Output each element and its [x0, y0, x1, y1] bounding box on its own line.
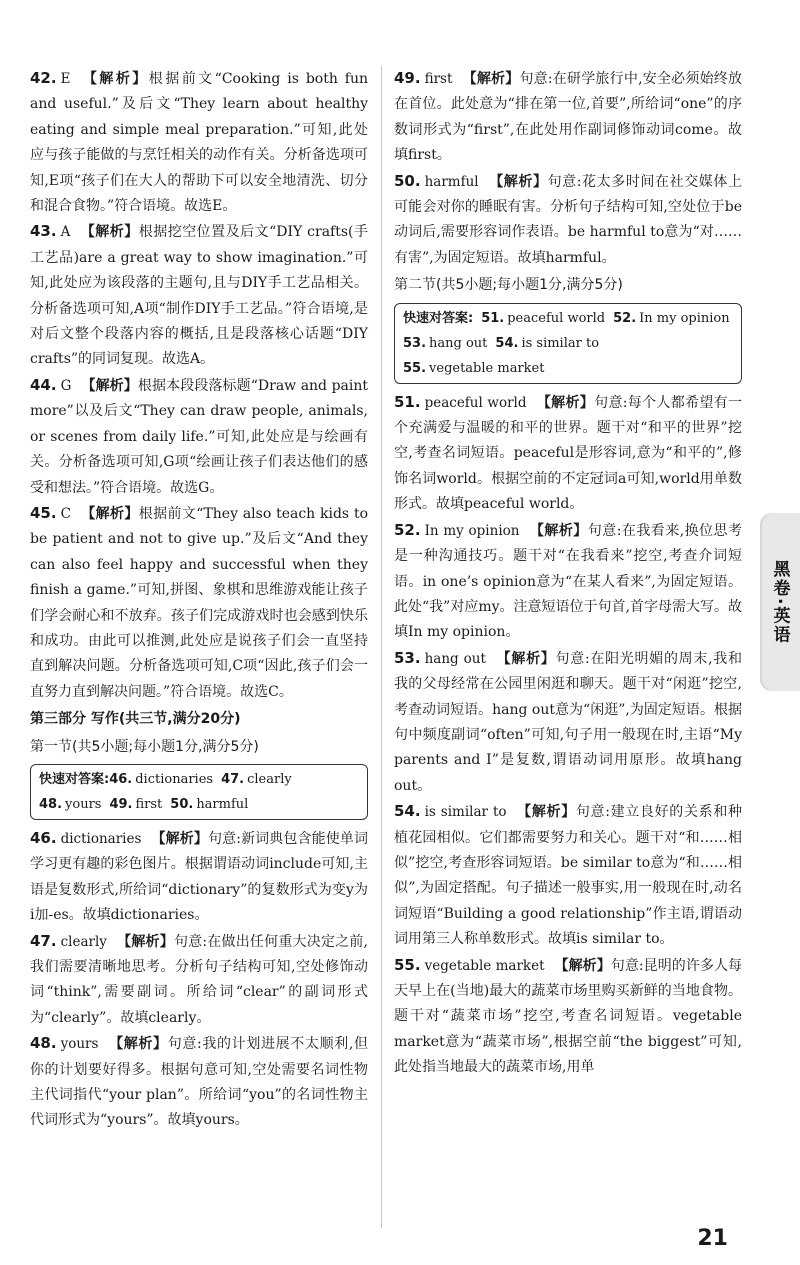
- quick-answer-number: 46.: [109, 771, 133, 787]
- answer-item: [394, 646, 742, 799]
- item-answer: dictionaries: [60, 830, 142, 847]
- answer-item: [394, 66, 742, 169]
- analysis-tag: 【解析】: [462, 71, 520, 87]
- item-answer: harmful: [424, 173, 479, 190]
- item-explanation: 【解析】句意:在研学旅行中,安全必须始终放在首位。此处意为“排在第一位,首要”,所给词“one”的序数词形式为“first”,在此处用作副词修饰动词come。故填first。: [394, 71, 743, 164]
- analysis-tag: 【解析】: [529, 522, 588, 539]
- quick-answer-number: 50.: [170, 796, 194, 812]
- quick-answer-box: [30, 764, 368, 820]
- quick-answer-number: 53.: [403, 335, 427, 351]
- item-answer: E: [60, 71, 71, 87]
- answer-item: [394, 518, 742, 646]
- quick-answer-number: 49.: [109, 796, 133, 812]
- item-number: 47.: [30, 931, 57, 950]
- item-number: 48.: [30, 1034, 57, 1053]
- item-answer: is similar to: [424, 804, 507, 821]
- quick-answer-value: dictionaries: [135, 771, 214, 787]
- item-explanation: 【解析】根据挖空位置及后文“DIY crafts(手工艺品)are a great way to show imagination.”可知,此处应为该段落的主题句,且与DIY手工艺品相关。分析备选项可知,A项“制作DIY手工艺品。”符合语境,是对后文整个段落内容的概括,且是段落核心话题“DIY crafts”的同词复现。故选A。: [30, 224, 368, 368]
- quick-answer-value: hang out: [429, 335, 488, 351]
- item-explanation: 【解析】句意:昆明的许多人每天早上在(当地)最大的蔬菜市场里购买新鲜的当地食物。题干对“蔬菜市场”挖空,考查名词短语。vegetable market意为“蔬菜市场”,根据空前“the biggest”可知,此处指当地最大的蔬菜市场,用单: [394, 957, 743, 1076]
- item-answer: A: [60, 224, 71, 241]
- answer-item: [394, 799, 742, 952]
- answer-item: [394, 390, 742, 518]
- item-explanation: 【解析】句意:在做出任何重大决定之前,我们需要清晰地思考。分析句子结构可知,空处修饰动词“think”,需要副词。所给词“clear”的副词形式为“clearly”。故填clearly。: [30, 933, 369, 1026]
- item-answer: yours: [60, 1036, 99, 1053]
- item-number: 51.: [394, 392, 421, 411]
- answer-item: [394, 169, 742, 272]
- answer-item: [30, 501, 368, 705]
- item-answer: G: [60, 377, 72, 394]
- item-explanation: 【解析】根据前文“They also teach kids to be patient and not to give up.”及后文“And they can also feel happy and successful when they finish a game.”可知,拼图、象棋和思维游戏能让孩子们学会耐心和不放弃。孩子们完成游戏时也会感到快乐和成功。由此可以推测,此处应是说孩子们会一直坚持直到解决问题。分析备选项可知,C项“因此,孩子们会一直努力直到解决问题。”符合语境。故选C。: [30, 505, 368, 700]
- item-number: 55.: [394, 955, 421, 974]
- page-number: 21: [697, 1226, 728, 1251]
- quick-answer-value: peaceful world: [507, 310, 606, 326]
- quick-answer-value: is similar to: [521, 335, 600, 351]
- analysis-tag: 【解析】: [151, 830, 208, 847]
- right-column: [394, 66, 742, 1081]
- item-number: 45.: [30, 503, 57, 522]
- quick-answer-value: clearly: [247, 771, 292, 787]
- analysis-tag: 【解析】: [516, 804, 576, 821]
- analysis-tag: 【解析】: [554, 957, 611, 974]
- item-answer: vegetable market: [424, 957, 545, 974]
- item-number: 53.: [394, 648, 421, 667]
- quick-answer-number: 48.: [39, 796, 63, 812]
- section-title: 第一节(共5小题;每小题1分,满分5分): [30, 738, 259, 755]
- part-title: 第三部分 写作(共三节,满分20分): [30, 711, 241, 728]
- item-explanation: 【解析】句意:新词典包含能使单词学习更有趣的彩色图片。根据谓语动词include可知,主语是复数形式,所给词“dictionary”的复数形式为变y为i加-es。故填dictionaries。: [30, 830, 369, 924]
- quick-answer-number: 54.: [495, 335, 519, 351]
- item-number: 43.: [30, 222, 57, 241]
- analysis-tag: 【解析】: [108, 1036, 168, 1053]
- answer-item: [30, 219, 368, 372]
- analysis-tag: 【解析】: [80, 505, 139, 522]
- item-explanation: 【解析】句意:花太多时间在社交媒体上可能会对你的睡眠有害。分析句子结构可知,空处位于be动词后,需要形容词作表语。be harmful to意为“对……有害”,为固定短语。故填harmful。: [394, 173, 742, 266]
- item-number: 46.: [30, 828, 57, 847]
- analysis-tag: 【解析】: [495, 650, 556, 667]
- item-answer: clearly: [60, 933, 107, 950]
- quick-answer-value: harmful: [196, 796, 249, 812]
- answer-item: [30, 826, 368, 929]
- item-answer: first: [424, 71, 453, 87]
- item-explanation: 【解析】句意:建立良好的关系和种植花园相似。它们都需要努力和关心。题干对“和……相似”挖空,考查形容词短语。be similar to意为“和……相似”,为固定搭配。句子描述一般事实,用一般现在时,动名词短语“Building a good relationship”作主语,谓语动词用第三人称单数形式。故填is similar to。: [394, 804, 743, 948]
- quick-answer-label: 快速对答案:: [39, 771, 110, 787]
- answer-item: [30, 66, 368, 219]
- analysis-tag: 【解析】: [536, 394, 595, 411]
- quick-answer-number: 51.: [481, 310, 505, 326]
- item-explanation: 【解析】句意:每个人都希望有一个充满爱与温暖的和平的世界。题干对“和平的世界”挖空,考查名词短语。peaceful是形容词,意为“和平的”,修饰名词world。根据空前的不定冠词a可知,world用单数形式。故填peaceful world。: [394, 394, 743, 513]
- answer-item: [30, 929, 368, 1032]
- item-number: 44.: [30, 375, 57, 394]
- item-explanation: 【解析】句意:在阳光明媚的周末,我和我的父母经常在公园里闲逛和聊天。题干对“闲逛”挖空,考查动词短语。hang out意为“闲逛”,为固定短语。根据句中频度副词“often”可知,句子用一般现在时,主语“My parents and I”是复数,谓语动词用原形。故填hang out。: [394, 650, 743, 794]
- item-explanation: 【解析】根据前文“Cooking is both fun and useful.”及后文“They learn about healthy eating and simple meal preparation.”可知,此处应与孩子能做的与烹饪相关的动作有关。分析备选项可知,E项“孩子们在大人的帮助下可以安全地清洗、切分和混合食物。”符合语境。故选E。: [30, 71, 368, 215]
- answer-item: [30, 373, 368, 501]
- item-explanation: 【解析】句意:在我看来,换位思考是一种沟通技巧。题干对“在我看来”挖空,考查介词短语。in one’s opinion意为“在某人看来”,为固定短语。此处“我”对应my。注意短语位于句首,首字母需大写。故填In my opinion。: [394, 522, 743, 641]
- item-number: 54.: [394, 802, 421, 821]
- section-title: 第二节(共5小题;每小题1分,满分5分): [394, 277, 623, 294]
- analysis-tag: 【解析】: [116, 933, 174, 950]
- item-explanation: 【解析】根据本段段落标题“Draw and paint more”以及后文“They can draw people, animals, or scenes from daily life.”可知,此处应是与绘画有关。分析备选项可知,G项“绘画让孩子们表达他们的感受和想法。”符合语境。故选G。: [30, 377, 369, 496]
- quick-answer-number: 55.: [403, 360, 427, 376]
- quick-answer-box: [394, 303, 742, 384]
- item-answer: C: [60, 505, 71, 522]
- left-column: [30, 66, 368, 1134]
- side-tab: [760, 513, 800, 691]
- item-answer: hang out: [424, 650, 486, 667]
- column-divider: [381, 66, 382, 1228]
- analysis-tag: 【解析】: [80, 71, 149, 87]
- quick-answer-value: vegetable market: [429, 360, 545, 376]
- item-explanation: 【解析】句意:我的计划进展不太顺利,但你的计划要好得多。根据句意可知,空处需要名词性物主代词指代“your plan”。所给词“you”的名词性物主代词形式为“yours”。故填yours。: [30, 1036, 368, 1129]
- item-answer: In my opinion: [424, 522, 520, 539]
- item-answer: peaceful world: [424, 394, 527, 411]
- quick-answer-value: first: [135, 796, 163, 812]
- item-number: 42.: [30, 69, 57, 87]
- side-tab-label: 黑卷·英语: [769, 559, 790, 645]
- analysis-tag: 【解析】: [81, 377, 138, 394]
- analysis-tag: 【解析】: [488, 173, 548, 190]
- answer-item: [30, 1031, 368, 1134]
- item-number: 52.: [394, 520, 421, 539]
- quick-answer-label: 快速对答案:: [403, 310, 474, 326]
- quick-answer-value: In my opinion: [639, 310, 730, 326]
- analysis-tag: 【解析】: [80, 224, 139, 241]
- quick-answer-number: 47.: [221, 771, 245, 787]
- quick-answer-value: yours: [65, 796, 102, 812]
- item-number: 50.: [394, 171, 421, 190]
- item-number: 49.: [394, 69, 421, 87]
- answer-item: [394, 953, 742, 1081]
- quick-answer-number: 52.: [613, 310, 637, 326]
